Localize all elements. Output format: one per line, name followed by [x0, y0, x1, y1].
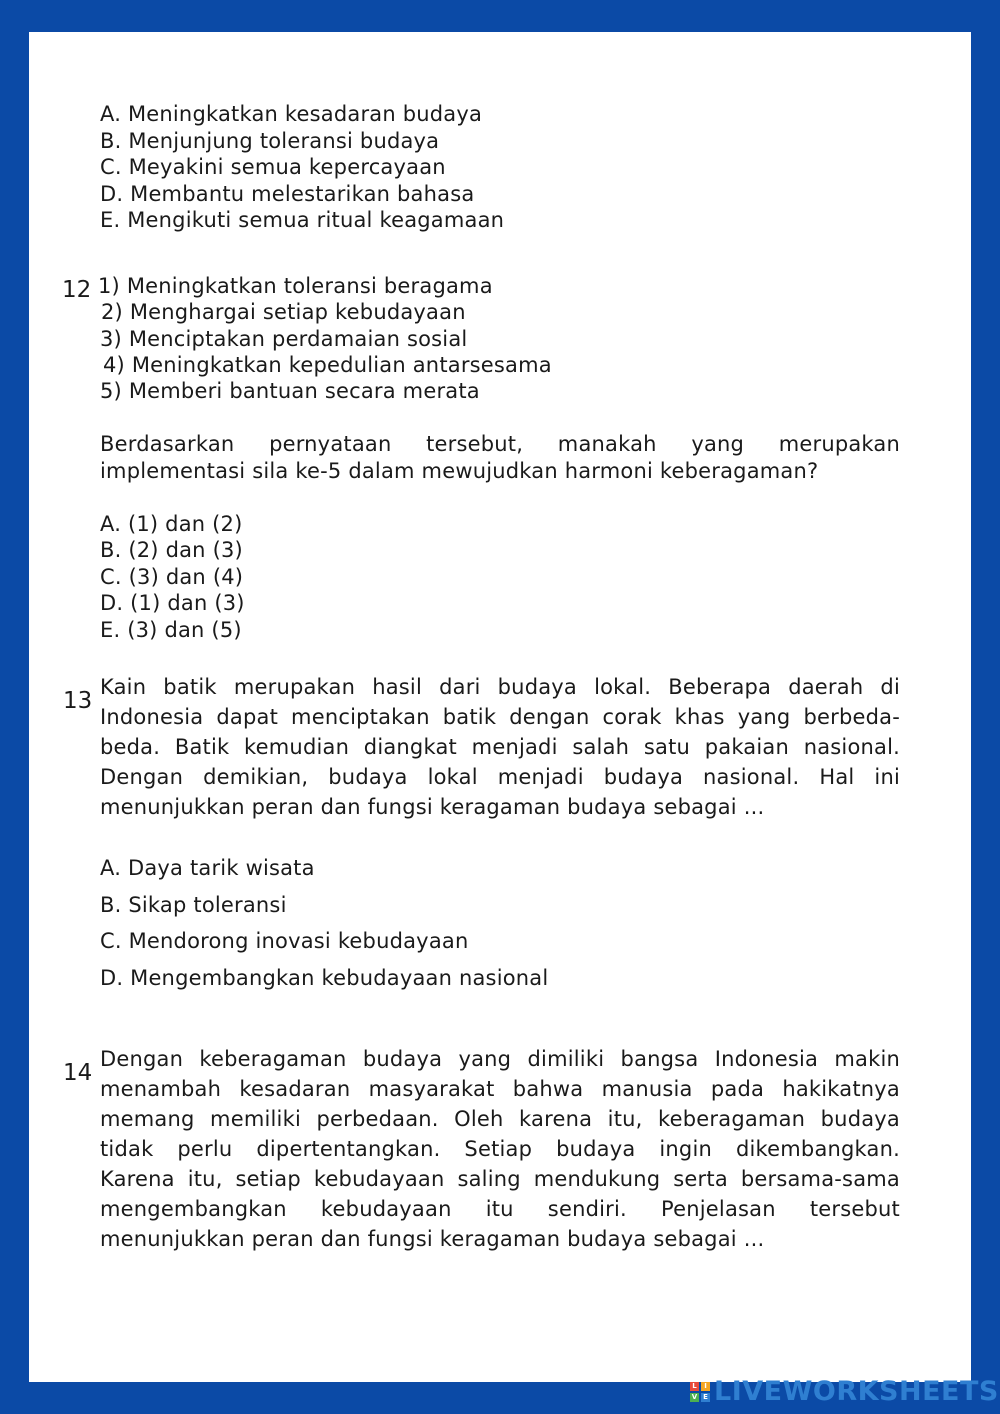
- q14-number: 14: [63, 1060, 93, 1086]
- q12-question-line: implementasi sila ke-5 dalam mewujudkan harmoni keberagaman?: [100, 459, 819, 483]
- q11-option-a[interactable]: A. Meningkatkan kesadaran budaya: [100, 102, 483, 126]
- q11-option-b[interactable]: B. Menjunjung toleransi budaya: [100, 129, 440, 153]
- q12-option-e[interactable]: E. (3) dan (5): [100, 618, 242, 642]
- q12-question-line: Berdasarkan pernyataan tersebut, manakah yang merupakan: [100, 432, 900, 456]
- q13-option-c[interactable]: C. Mendorong inovasi kebudayaan: [100, 929, 469, 953]
- q13-option-d[interactable]: D. Mengembangkan kebudayaan nasional: [100, 966, 549, 990]
- liveworksheets-watermark: [690, 1376, 999, 1407]
- q13-question-line: Indonesia dapat menciptakan batik dengan corak khas yang berbeda-: [100, 705, 900, 729]
- q12-option-b[interactable]: B. (2) dan (3): [100, 538, 243, 562]
- q13-option-b[interactable]: B. Sikap toleransi: [100, 893, 287, 917]
- q13-question-line: beda. Batik kemudian diangkat menjadi salah satu pakaian nasional.: [100, 735, 900, 759]
- q12-option-d[interactable]: D. (1) dan (3): [100, 591, 245, 615]
- q11-option-e[interactable]: E. Mengikuti semua ritual keagamaan: [100, 208, 505, 232]
- q14-question-line: menambah kesadaran masyarakat bahwa manusia pada hakikatnya: [100, 1077, 900, 1101]
- q14-question: [100, 1044, 900, 1254]
- q13-question-line: Kain batik merupakan hasil dari budaya lokal. Beberapa daerah di: [100, 675, 900, 699]
- q12-number: 12: [62, 277, 92, 303]
- q11-option-d[interactable]: D. Membantu melestarikan bahasa: [100, 182, 475, 206]
- q14-question-line: Dengan keberagaman budaya yang dimiliki bangsa Indonesia makin: [100, 1047, 900, 1071]
- q13-number: 13: [63, 688, 93, 714]
- liveworksheets-logo-icon: [690, 1382, 710, 1402]
- q12-statement-2: 2) Menghargai setiap kebudayaan: [101, 300, 466, 324]
- q13-option-a[interactable]: A. Daya tarik wisata: [100, 856, 315, 880]
- q14-question-line: mengembangkan kebudayaan itu sendiri. Penjelasan tersebut: [100, 1197, 900, 1221]
- logo-letter: L: [690, 1382, 699, 1391]
- q12-option-a[interactable]: A. (1) dan (2): [100, 512, 243, 536]
- q11-option-c[interactable]: C. Meyakini semua kepercayaan: [100, 155, 446, 179]
- q12-option-c[interactable]: C. (3) dan (4): [100, 565, 244, 589]
- q14-question-line: menunjukkan peran dan fungsi keragaman budaya sebagai ...: [100, 1227, 765, 1251]
- q12-statement-3: 3) Menciptakan perdamaian sosial: [100, 327, 468, 351]
- q14-question-line: memang memiliki perbedaan. Oleh karena itu, keberagaman budaya: [100, 1107, 900, 1131]
- logo-letter: E: [701, 1393, 710, 1402]
- q12-question: [100, 431, 900, 485]
- q13-question-line: menunjukkan peran dan fungsi keragaman budaya sebagai ...: [100, 795, 765, 819]
- q12-statement-5: 5) Memberi bantuan secara merata: [100, 379, 480, 403]
- watermark-text: LIVEWORKSHEETS: [714, 1376, 999, 1407]
- q13-question-line: Dengan demikian, budaya lokal menjadi budaya nasional. Hal ini: [100, 765, 900, 789]
- logo-letter: I: [701, 1382, 710, 1391]
- worksheet-page: [29, 32, 971, 1382]
- q14-question-line: Karena itu, setiap kebudayaan saling mendukung serta bersama-sama: [100, 1167, 900, 1191]
- q12-statement-4: 4) Meningkatkan kepedulian antarsesama: [103, 353, 552, 377]
- logo-letter: V: [691, 1392, 698, 1401]
- q12-statement-1: 1) Meningkatkan toleransi beragama: [98, 274, 493, 298]
- q14-question-line: tidak perlu dipertentangkan. Setiap budaya ingin dikembangkan.: [100, 1137, 900, 1161]
- q13-question: [100, 672, 900, 822]
